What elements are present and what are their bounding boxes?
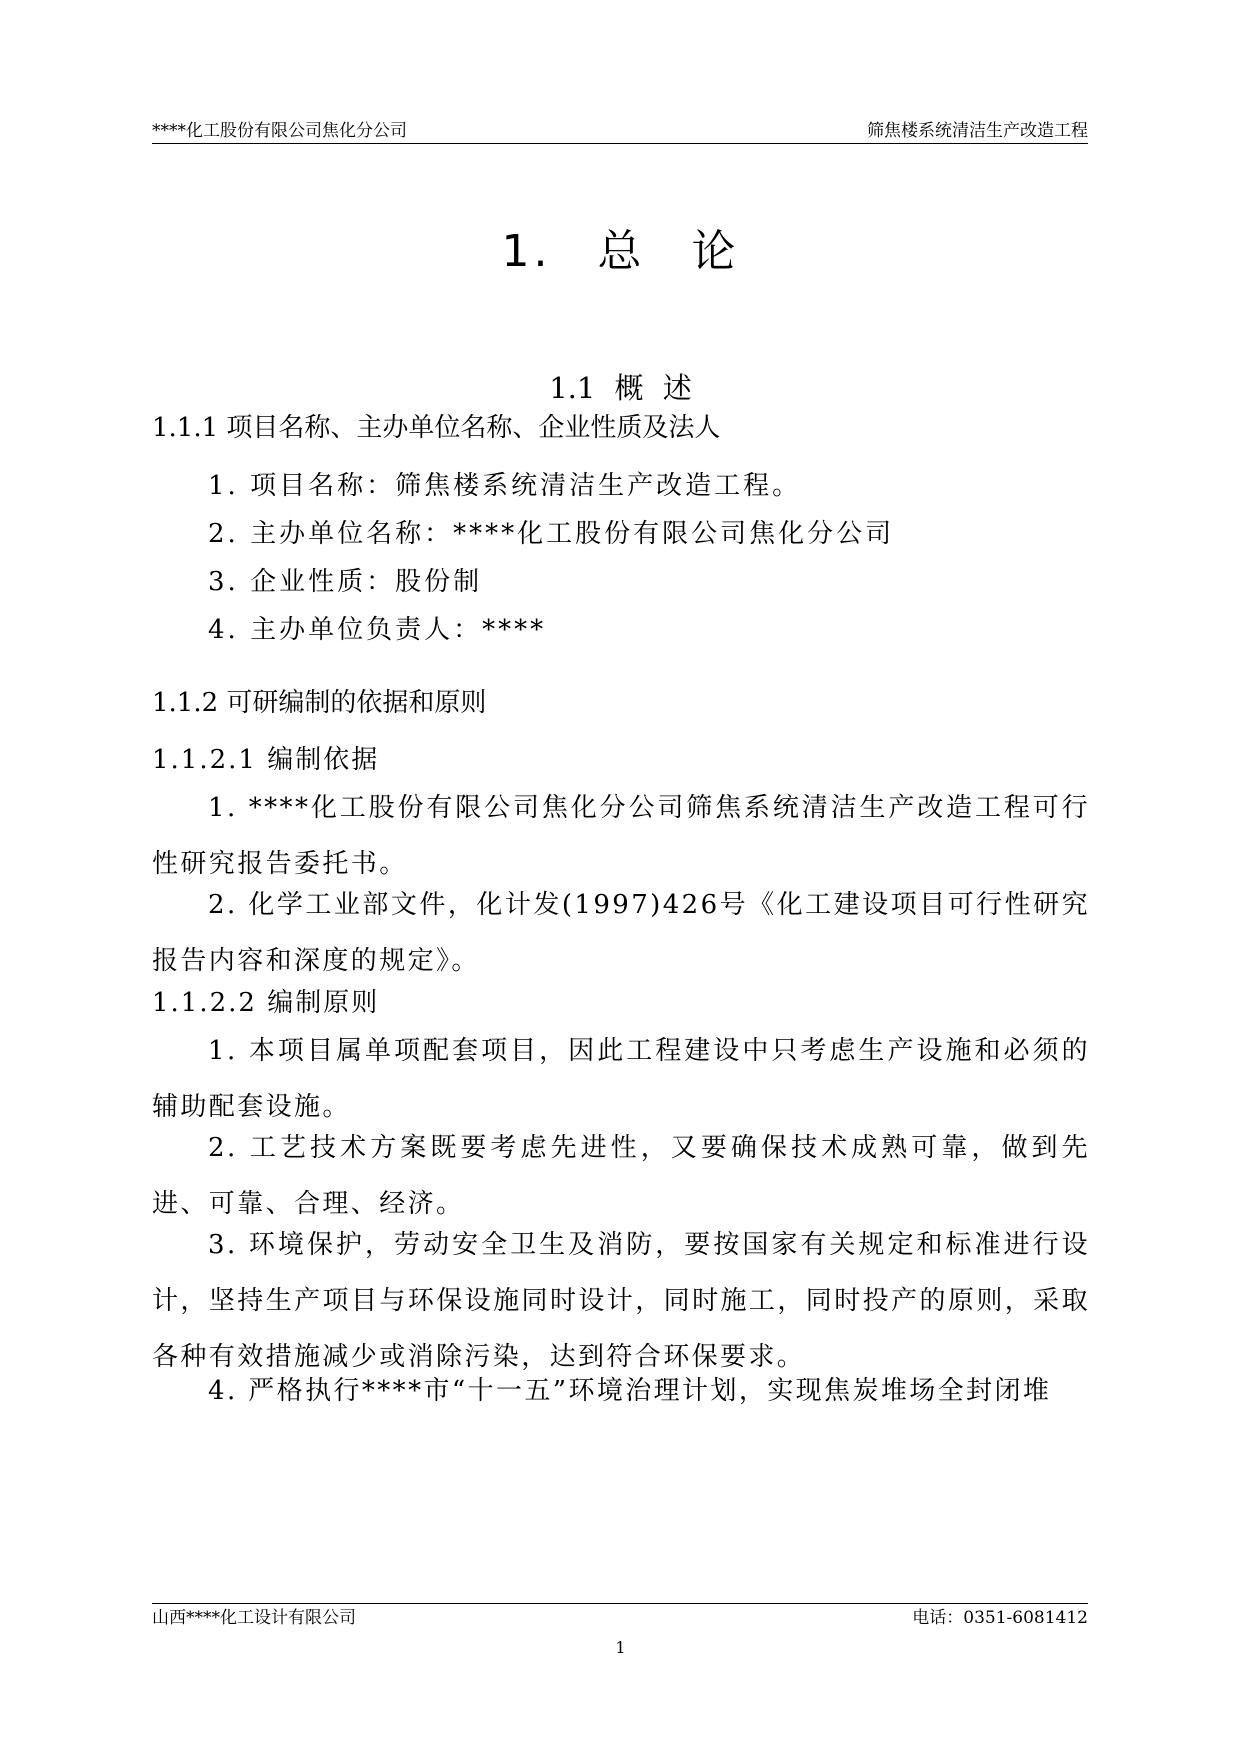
- paragraph: 3. 环境保护，劳动安全卫生及消防，要按国家有关规定和标准进行设计，坚持生产项目与环保设施同时设计，同时施工，同时投产的原则，采取各种有效措施减少或消除污染，达到符合环保要求。: [152, 1230, 1090, 1372]
- subsection-heading-1-1-1: 1.1.1 项目名称、主办单位名称、企业性质及法人: [152, 413, 721, 443]
- footer-phone: 电话：0351-6081412: [912, 1608, 1088, 1628]
- footer-rule: [152, 1603, 1088, 1604]
- page-header: [152, 119, 1088, 143]
- section-title: 1.1 概 述: [549, 371, 692, 405]
- paragraph: 1. 本项目属单项配套项目，因此工程建设中只考虑生产设施和必须的辅助配套设施。: [152, 1036, 1090, 1122]
- header-project: 筛焦楼系统清洁生产改造工程: [867, 121, 1088, 141]
- list-item: 2. 主办单位名称：****化工股份有限公司焦化分公司: [208, 519, 895, 549]
- paragraph: 2. 工艺技术方案既要考虑先进性，又要确保技术成熟可靠，做到先进、可靠、合理、经济。: [152, 1133, 1090, 1219]
- page-number: 1: [615, 1638, 626, 1657]
- footer-company: 山西****化工设计有限公司: [152, 1608, 356, 1628]
- paragraph: 2. 化学工业部文件，化计发(1997)426号《化工建设项目可行性研究报告内容和深度的规定》。: [152, 890, 1090, 976]
- heading-principles: 1.1.2.2 编制原则: [152, 988, 380, 1018]
- subsection-heading-1-1-2: 1.1.2 可研编制的依据和原则: [152, 688, 487, 718]
- heading-basis: 1.1.2.1 编制依据: [152, 745, 380, 775]
- paragraph: 4. 严格执行****市“十一五”环境治理计划，实现焦炭堆场全封闭堆: [208, 1376, 1052, 1406]
- list-item: 1. 项目名称：筛焦楼系统清洁生产改造工程。: [208, 471, 802, 501]
- chapter-title: 1. 总 论: [501, 226, 740, 277]
- paragraph: 1. ****化工股份有限公司焦化分公司筛焦系统清洁生产改造工程可行性研究报告委托书。: [152, 793, 1090, 879]
- list-item: 4. 主办单位负责人：****: [208, 615, 547, 645]
- list-item: 3. 企业性质：股份制: [208, 567, 483, 597]
- page-footer: [152, 1606, 1088, 1630]
- header-company: ****化工股份有限公司焦化分公司: [152, 121, 407, 141]
- header-rule: [152, 143, 1088, 144]
